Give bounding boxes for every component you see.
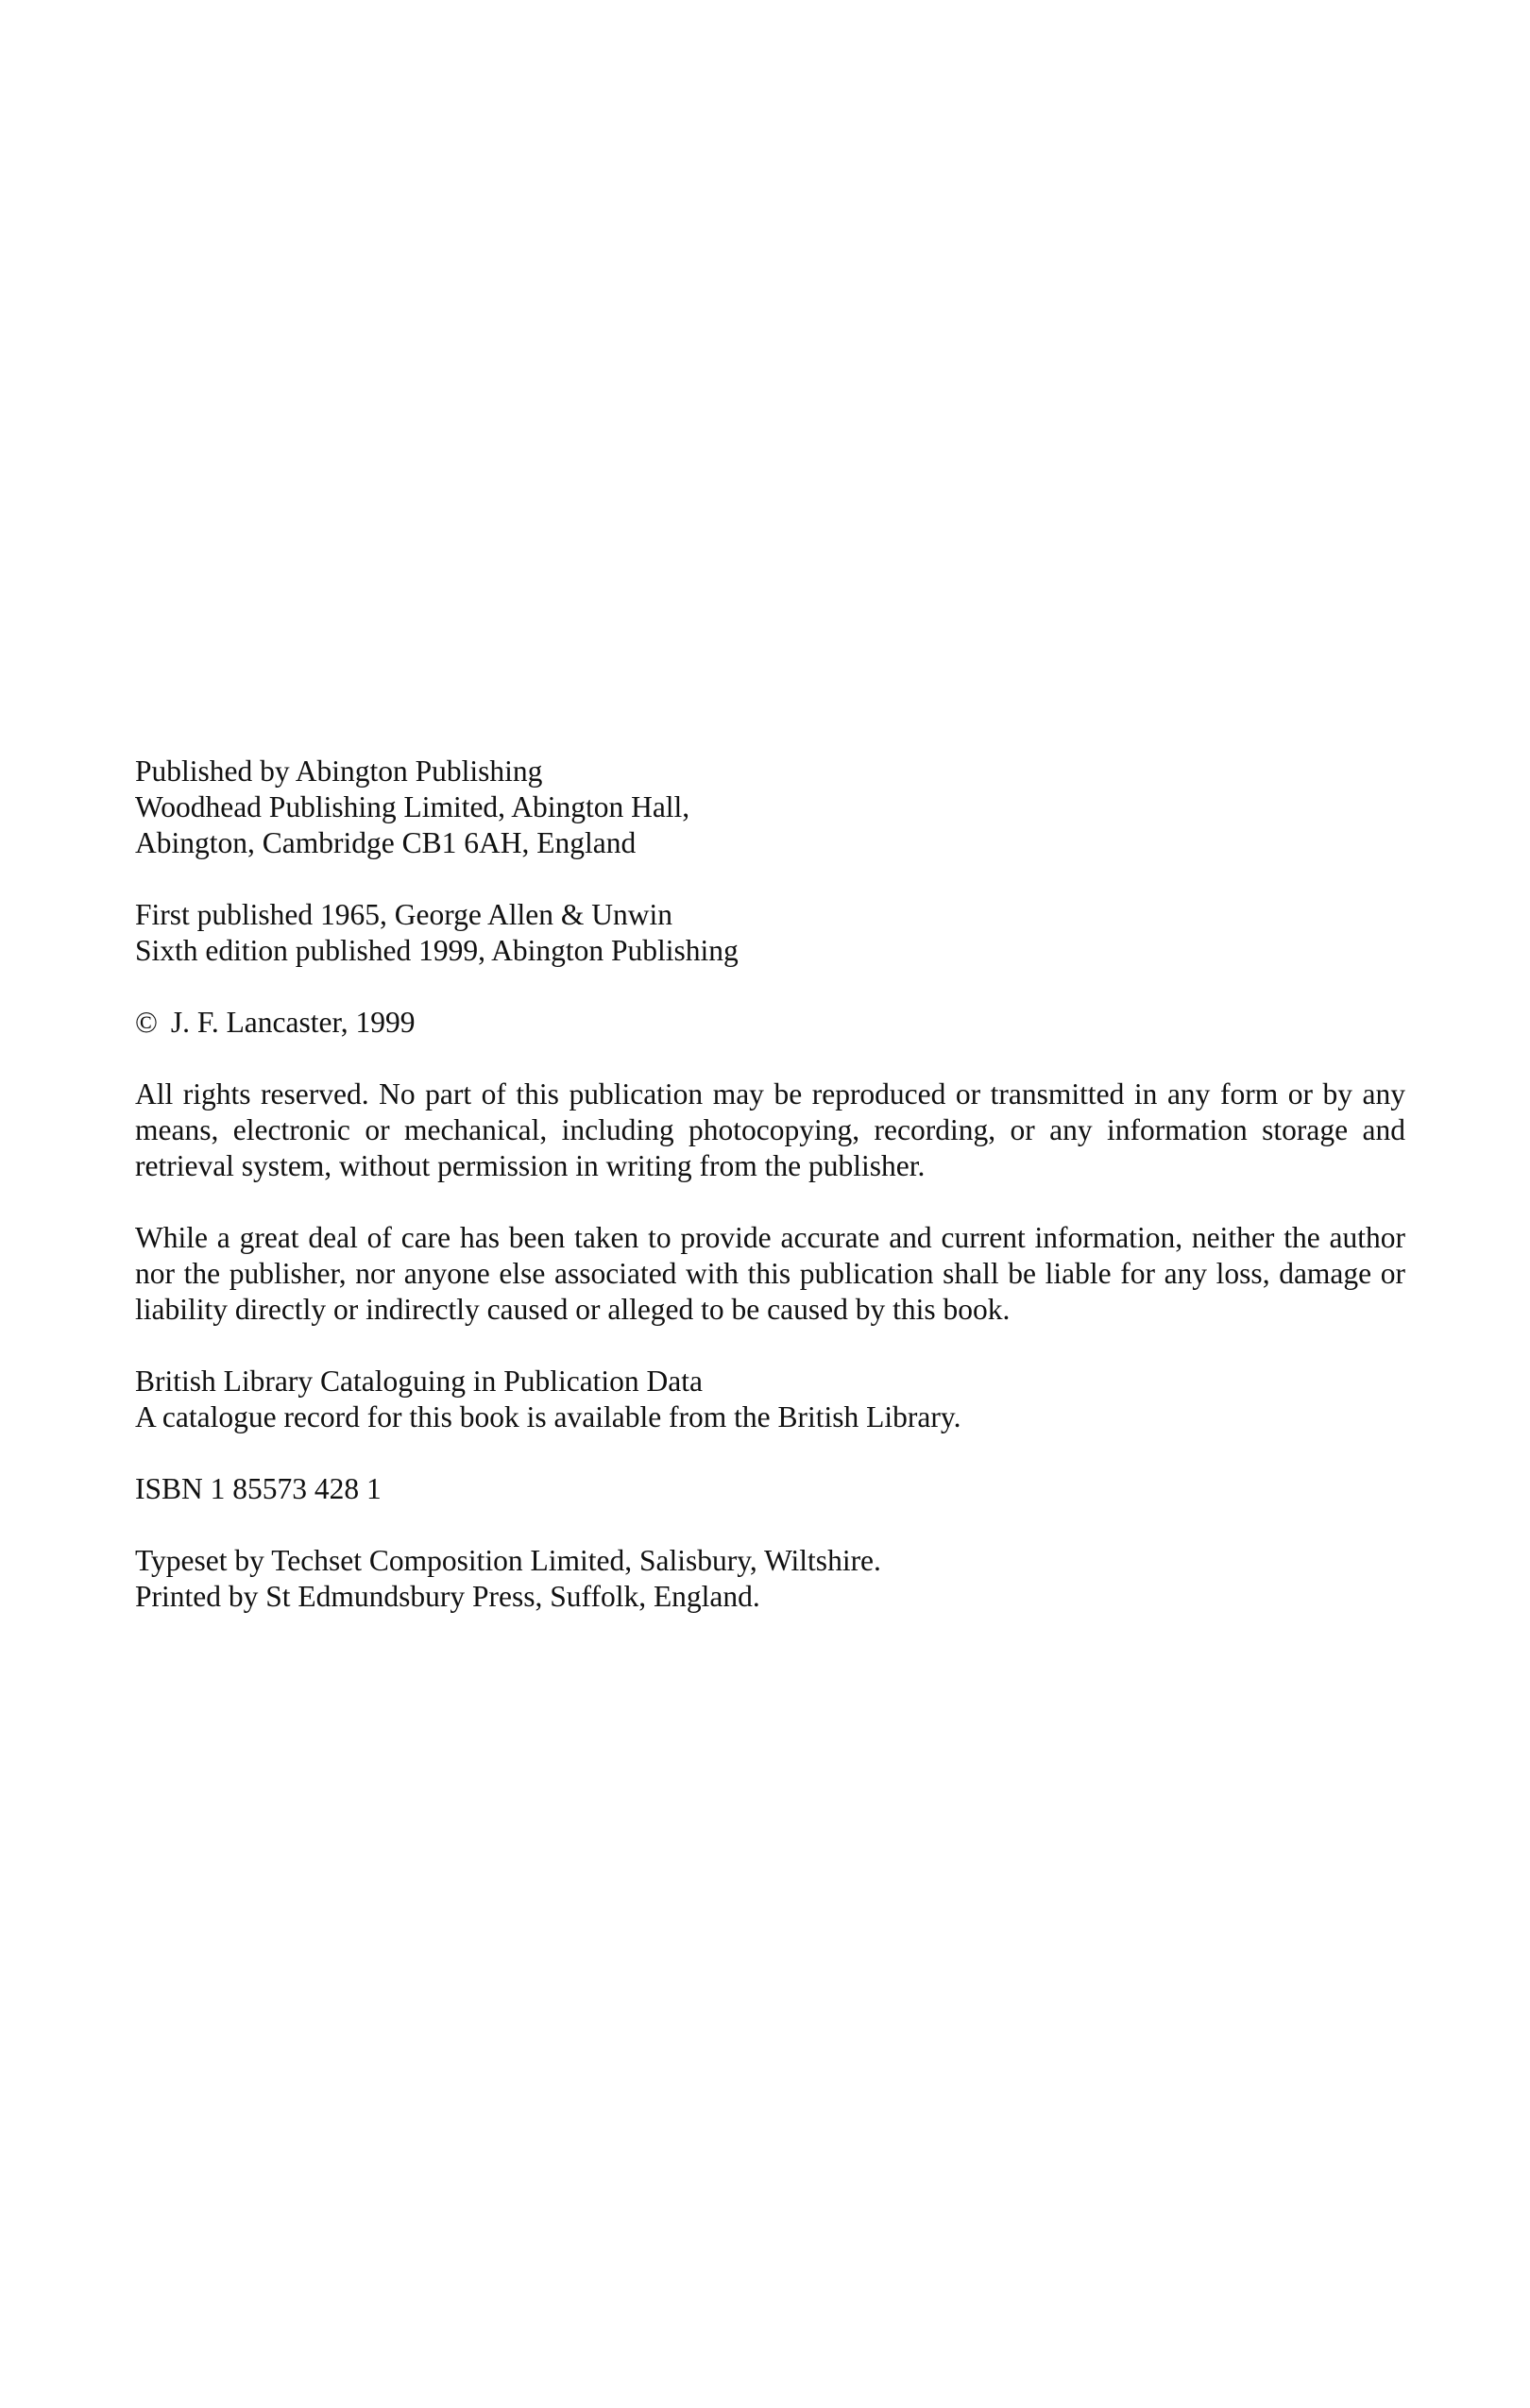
rights-statement: All rights reserved. No part of this publication may be reproduced or transmitted in any form or by any means, electronic or mechanical, including photocopying, recording, or any information storage and retrieval system, without permission in writing from the publisher. <box>135 1077 1405 1182</box>
publication-history <box>135 897 1405 969</box>
cip-heading: British Library Cataloguing in Publication Data <box>135 1365 704 1398</box>
first-published-line: First published 1965, George Allen & Unwin <box>135 898 673 931</box>
publisher-block <box>135 754 1405 861</box>
typeset-line: Typeset by Techset Composition Limited, Salisbury, Wiltshire. <box>135 1544 881 1577</box>
publisher-address-line: Abington, Cambridge CB1 6AH, England <box>135 826 637 859</box>
copyright-symbol: © <box>135 1006 158 1039</box>
cip-record-line: A catalogue record for this book is available from the British Library. <box>135 1400 961 1433</box>
isbn-line: ISBN 1 85573 428 1 <box>135 1472 382 1505</box>
edition-line: Sixth edition published 1999, Abington Publishing <box>135 934 739 967</box>
printer-line: Printed by St Edmundsbury Press, Suffolk, England. <box>135 1580 760 1613</box>
disclaimer-statement: While a great deal of care has been taken to provide accurate and current information, neither the author nor the publisher, nor anyone else associated with this publication shall be liable for any loss, damage or liability directly or indirectly caused or alleged to be caused by this book. <box>135 1221 1405 1326</box>
imprint-page <box>135 754 1405 1651</box>
publisher-line: Published by Abington Publishing <box>135 755 543 788</box>
copyright-notice <box>135 1005 1405 1041</box>
copyright-holder: J. F. Lancaster, 1999 <box>170 1006 416 1039</box>
production-block <box>135 1543 1405 1615</box>
cip-block <box>135 1364 1405 1435</box>
publisher-address-line: Woodhead Publishing Limited, Abington Hall, <box>135 790 690 823</box>
